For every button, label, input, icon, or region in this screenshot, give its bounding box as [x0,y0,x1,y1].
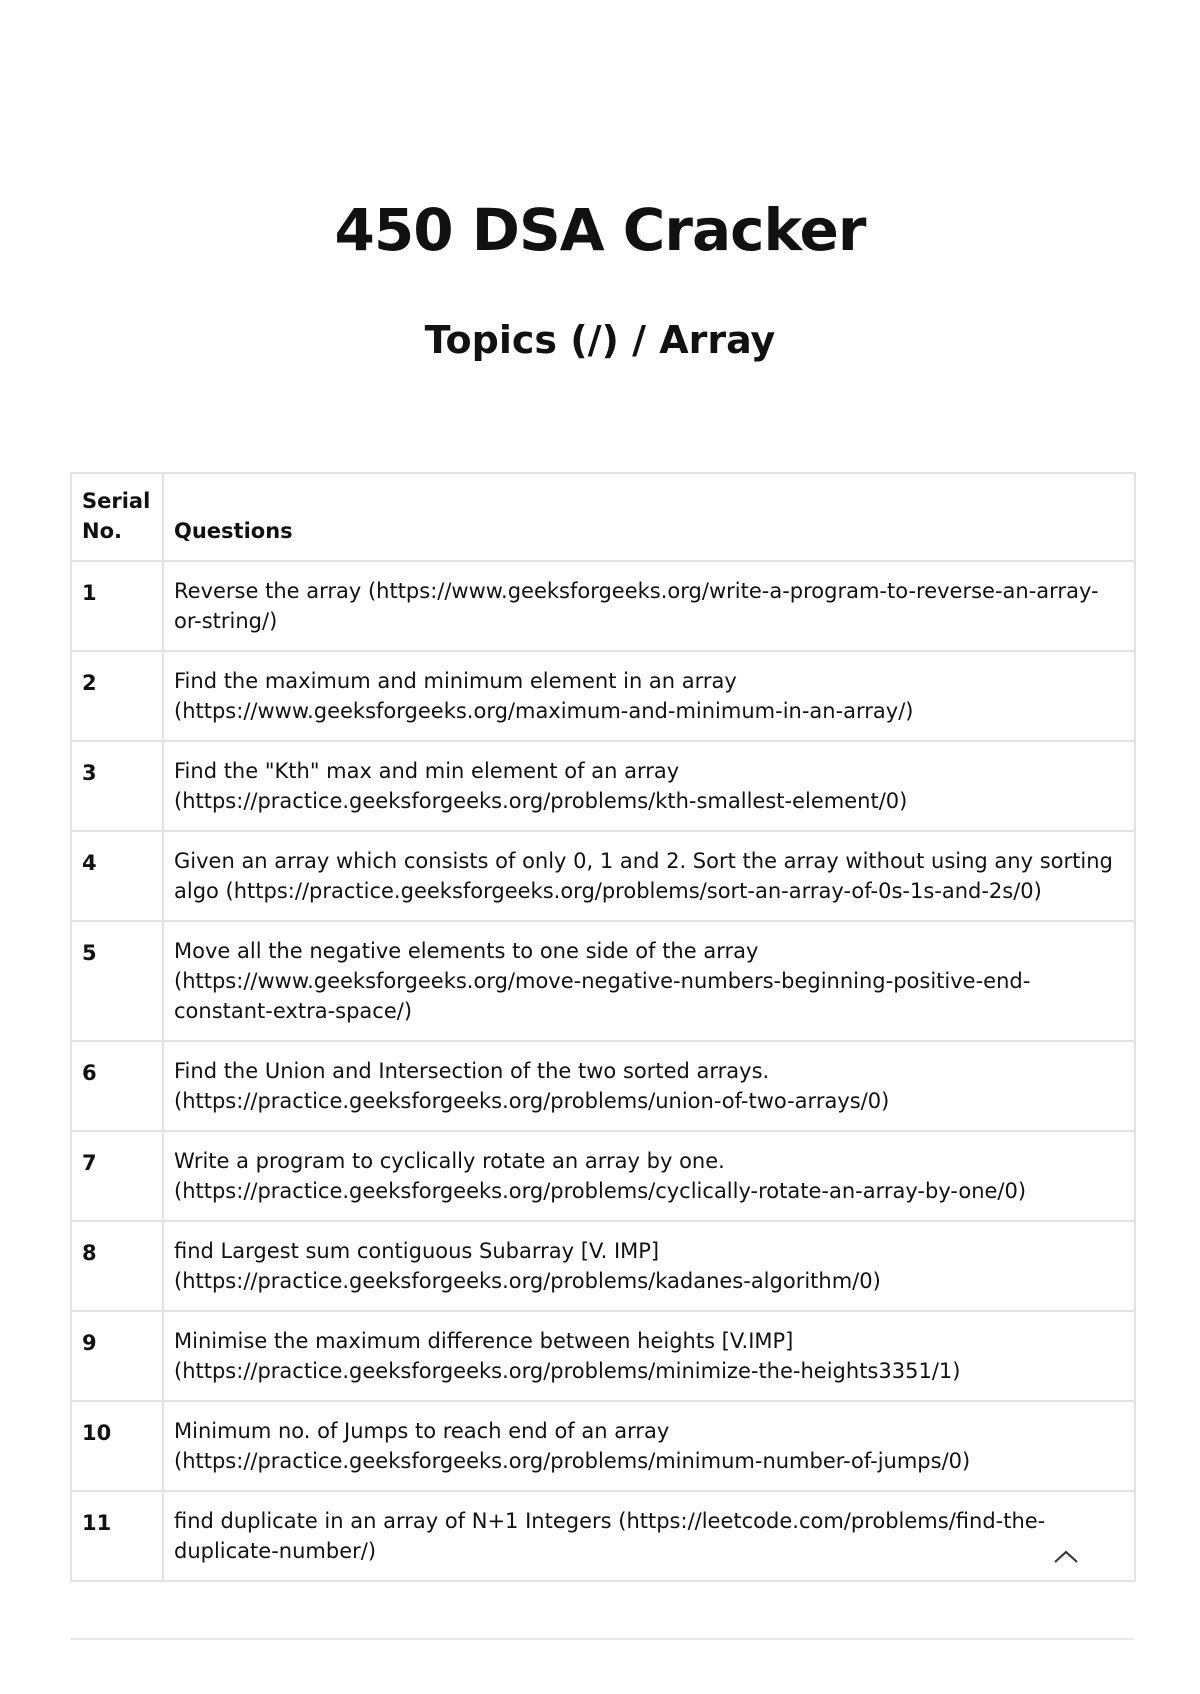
question-link[interactable]: Find the Union and Intersection of the two sorted arrays. (https://practice.geeksforgeeks.org/problems/union-of-two-arrays/0) [163,1041,1135,1131]
table-row [71,1401,1135,1491]
serial-number: 7 [71,1131,163,1221]
serial-number: 5 [71,921,163,1041]
questions-table-body [71,561,1135,1581]
table-header-row [71,473,1135,561]
question-link[interactable]: find duplicate in an array of N+1 Integers (https://leetcode.com/problems/find-the-duplicate-number/) [163,1491,1135,1581]
serial-number: 4 [71,831,163,921]
serial-number: 10 [71,1401,163,1491]
page-title: 450 DSA Cracker [334,196,866,264]
table-row [71,741,1135,831]
serial-number: 2 [71,651,163,741]
serial-column-header: Serial No. [71,473,163,561]
divider [70,1638,1134,1640]
table-row [71,1311,1135,1401]
breadcrumb: Topics (/) / Array [424,318,776,362]
question-link[interactable]: Move all the negative elements to one side of the array (https://www.geeksforgeeks.org/move-negative-numbers-beginning-positive-end-constant-extra-space/) [163,921,1135,1041]
question-link[interactable]: find Largest sum contiguous Subarray [V. IMP] (https://practice.geeksforgeeks.org/problems/kadanes-algorithm/0) [163,1221,1135,1311]
question-link[interactable]: Given an array which consists of only 0, 1 and 2. Sort the array without using any sorting algo (https://practice.geeksforgeeks.org/problems/sort-an-array-of-0s-1s-and-2s/0) [163,831,1135,921]
question-link[interactable]: Minimum no. of Jumps to reach end of an array (https://practice.geeksforgeeks.org/problems/minimum-number-of-jumps/0) [163,1401,1135,1491]
serial-number: 3 [71,741,163,831]
question-link[interactable]: Reverse the array (https://www.geeksforgeeks.org/write-a-program-to-reverse-an-array-or-string/) [163,561,1135,651]
serial-number: 6 [71,1041,163,1131]
question-link[interactable]: Minimise the maximum difference between heights [V.IMP] (https://practice.geeksforgeeks.org/problems/minimize-the-heights3351/1) [163,1311,1135,1401]
table-row [71,831,1135,921]
table-row [71,1131,1135,1221]
questions-column-header: Questions [163,473,1135,561]
table-row [71,651,1135,741]
question-link[interactable]: Find the maximum and minimum element in an array (https://www.geeksforgeeks.org/maximum-and-minimum-in-an-array/) [163,651,1135,741]
table-row [71,1041,1135,1131]
table-row [71,1491,1135,1581]
question-link[interactable]: Find the "Kth" max and min element of an array (https://practice.geeksforgeeks.org/problems/kth-smallest-element/0) [163,741,1135,831]
chevron-up-icon[interactable] [1052,1546,1080,1566]
table-row [71,921,1135,1041]
serial-number: 9 [71,1311,163,1401]
serial-number: 8 [71,1221,163,1311]
table-row [71,1221,1135,1311]
table-row [71,561,1135,651]
serial-number: 11 [71,1491,163,1581]
question-link[interactable]: Write a program to cyclically rotate an array by one. (https://practice.geeksforgeeks.org/problems/cyclically-rotate-an-array-by-one/0) [163,1131,1135,1221]
questions-table [70,472,1136,1582]
serial-number: 1 [71,561,163,651]
